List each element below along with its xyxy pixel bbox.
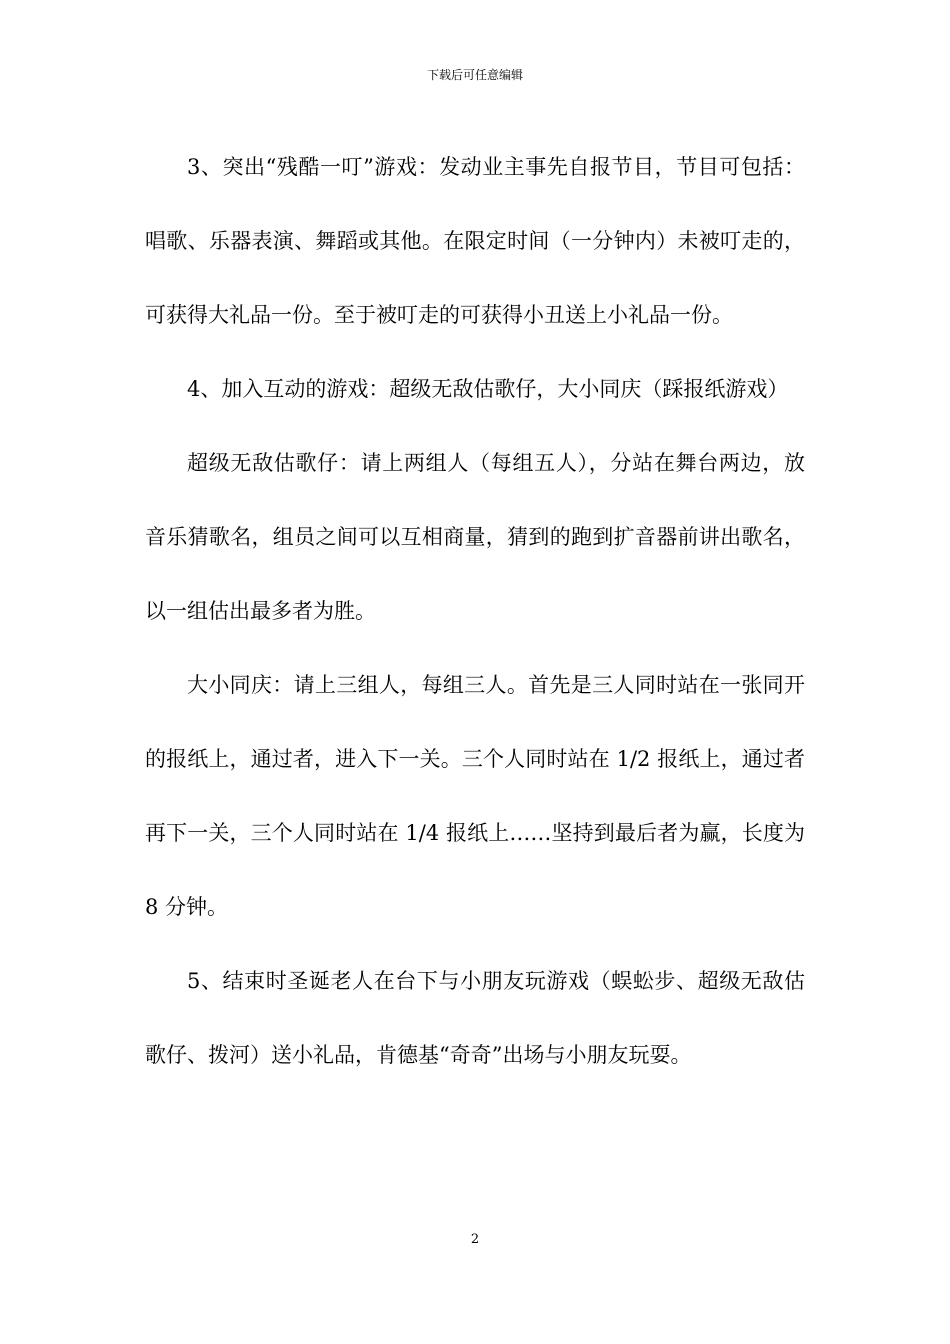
document-body	[145, 130, 805, 1092]
paragraph-guess-song: 超级无敌估歌仔：请上两组人（每组五人），分站在舞台两边，放音乐猜歌名，组员之间可以互相商量，猜到的跑到扩音器前讲出歌名，以一组估出最多者为胜。	[145, 451, 805, 623]
paragraph-item-3: 3、突出“残酷一叮”游戏：发动业主事先自报节目，节目可包括：唱歌、乐器表演、舞蹈或其他。在限定时间（一分钟内）未被叮走的，可获得大礼品一份。至于被叮走的可获得小丑送上小礼品一份。	[145, 155, 805, 327]
page-number: 2	[470, 1232, 480, 1247]
page-header: 下载后可任意编辑	[426, 68, 523, 82]
paragraph-item-4: 4、加入互动的游戏：超级无敌估歌仔，大小同庆（踩报纸游戏）	[187, 377, 789, 401]
paragraph-item-5: 5、结束时圣诞老人在台下与小朋友玩游戏（蜈蚣步、超级无敌估歌仔、拨河）送小礼品，肯德基“奇奇”出场与小朋友玩耍。	[145, 969, 805, 1067]
paragraph-newspaper-game: 大小同庆：请上三组人，每组三人。首先是三人同时站在一张同开的报纸上，通过者，进入下一关。三个人同时站在 1/2 报纸上，通过者再下一关，三个人同时站在 1/4 报纸上……坚持到最后者为赢，长度为 8 分钟。	[145, 673, 805, 919]
